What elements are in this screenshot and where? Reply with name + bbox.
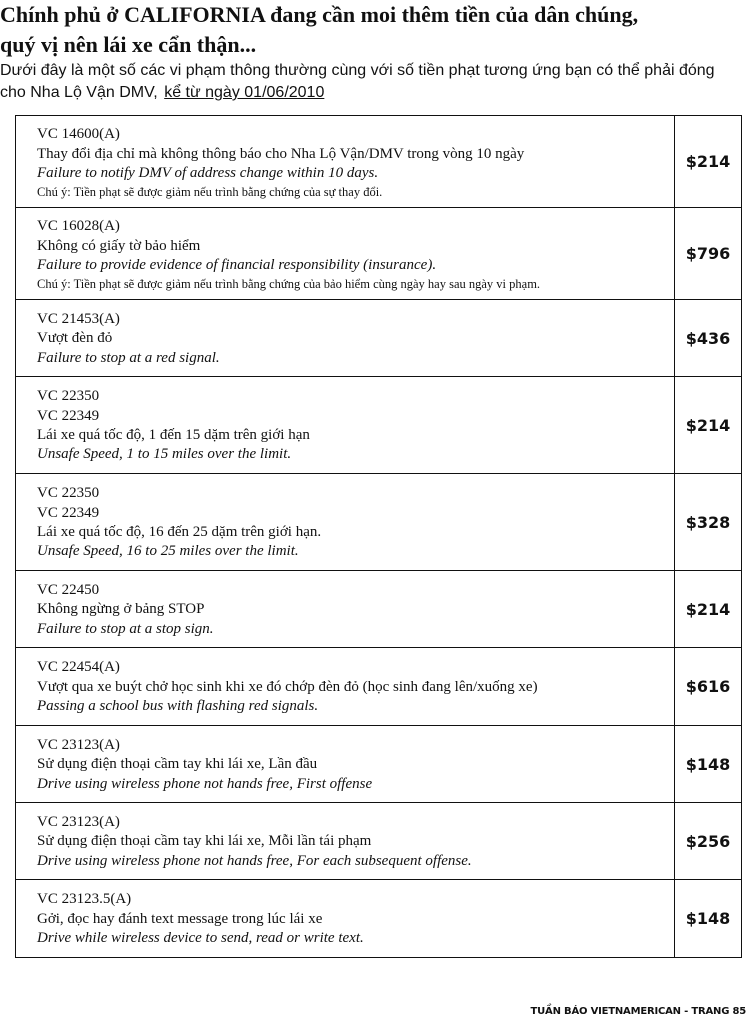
intro-line-2: cho Nha Lộ Vận DMV, [0,84,158,101]
violation-text-vi: Không ngừng ở bảng STOP [37,601,205,618]
violation-text-en: Failure to provide evidence of financial responsibility (insurance). [37,257,437,274]
violation-description [16,726,675,803]
vehicle-code: VC 14600(A) [37,126,120,143]
vehicle-code: VC 23123.5(A) [37,891,132,908]
vehicle-code: VC 16028(A) [37,218,120,235]
violation-text-en: Failure to notify DMV of address change within 10 days. [37,165,379,182]
violation-row [16,880,742,958]
vehicle-code: VC 22349 [37,407,100,424]
page-footer: TUẦN BÁO VIETNAMERICAN - TRANG 85 [530,1006,746,1017]
violation-text-en: Passing a school bus with flashing red signals. [37,698,319,715]
fine-amount: $796 [675,208,742,300]
violation-text-en: Unsafe Speed, 1 to 15 miles over the limit. [37,446,292,463]
violation-description [16,474,675,571]
fines-table-body [16,116,742,958]
violation-description [16,208,675,300]
violation-text-en: Drive using wireless phone not hands free, First offense [37,775,373,792]
fine-amount: $256 [675,803,742,880]
fine-amount: $214 [675,116,742,208]
violation-row [16,377,742,474]
violation-text-vi: Không có giấy tờ bảo hiểm [37,237,201,254]
page-title [0,0,745,60]
violation-text-en: Failure to stop at a stop sign. [37,620,214,637]
fine-amount: $328 [675,474,742,571]
fine-amount: $148 [675,880,742,958]
vehicle-code: VC 22450 [37,581,100,598]
violation-description [16,571,675,648]
violation-row [16,116,742,208]
violation-text-vi: Lái xe quá tốc độ, 16 đến 25 dặm trên giới hạn. [37,524,322,540]
violation-row [16,300,742,377]
violation-text-vi: Sử dụng điện thoại cầm tay khi lái xe, Mỗi lần tái phạm [37,833,372,850]
violation-text-en: Drive using wireless phone not hands free, For each subsequent offense. [37,852,472,869]
vehicle-code: VC 23123(A) [37,736,120,753]
vehicle-code: VC 23123(A) [37,813,120,830]
intro-effective-date: kể từ ngày 01/06/2010 [164,84,325,101]
violation-description [16,116,675,208]
violation-text-vi: Sử dụng điện thoại cầm tay khi lái xe, Lần đầu [37,756,318,773]
fine-amount: $148 [675,726,742,803]
violation-text-vi: Thay đổi địa chỉ mà không thông báo cho Nha Lộ Vận/DMV trong vòng 10 ngày [37,145,525,162]
title-line-1: Chính phủ ở CALIFORNIA đang cần moi thêm tiền của dân chúng, [0,2,639,27]
violation-text-en: Drive while wireless device to send, read or write text. [37,930,364,947]
violation-note: Chú ý: Tiền phạt sẽ được giảm nếu trình bằng chứng của sự thay đổi. [37,184,383,199]
violation-text-en: Unsafe Speed, 16 to 25 miles over the limit. [37,543,299,560]
violation-row [16,726,742,803]
violation-text-vi: Lái xe quá tốc độ, 1 đến 15 dặm trên giới hạn [37,427,310,443]
vehicle-code: VC 22454(A) [37,659,120,676]
violation-text-en: Failure to stop at a red signal. [37,349,220,366]
violation-description [16,803,675,880]
violation-description [16,300,675,377]
title-line-2: quý vị nên lái xe cẩn thận... [0,32,257,57]
intro-paragraph [0,60,745,104]
vehicle-code: VC 22349 [37,504,100,521]
fine-amount: $616 [675,648,742,726]
violation-note: Chú ý: Tiền phạt sẽ được giảm nếu trình bằng chứng của bảo hiểm cùng ngày hay sau ngày vi phạm. [37,276,541,291]
fine-amount: $214 [675,377,742,474]
intro-line-1: Dưới đây là một số các vi phạm thông thường cùng với số tiền phạt tương ứng bạn có thể phải đóng [0,62,715,79]
violation-description [16,880,675,958]
fines-table [15,115,742,958]
violation-text-vi: Vượt đèn đỏ [37,330,113,347]
violation-description [16,377,675,474]
violation-text-vi: Gởi, đọc hay đánh text message trong lúc lái xe [37,910,323,927]
vehicle-code: VC 22350 [37,388,100,405]
fine-amount: $436 [675,300,742,377]
vehicle-code: VC 21453(A) [37,310,120,327]
violation-row [16,474,742,571]
violation-description [16,648,675,726]
violation-row [16,803,742,880]
violation-row [16,648,742,726]
vehicle-code: VC 22350 [37,485,100,502]
violation-row [16,571,742,648]
violation-text-vi: Vượt qua xe buýt chở học sinh khi xe đó chớp đèn đỏ (học sinh đang lên/xuống xe) [37,678,538,695]
fine-amount: $214 [675,571,742,648]
violation-row [16,208,742,300]
